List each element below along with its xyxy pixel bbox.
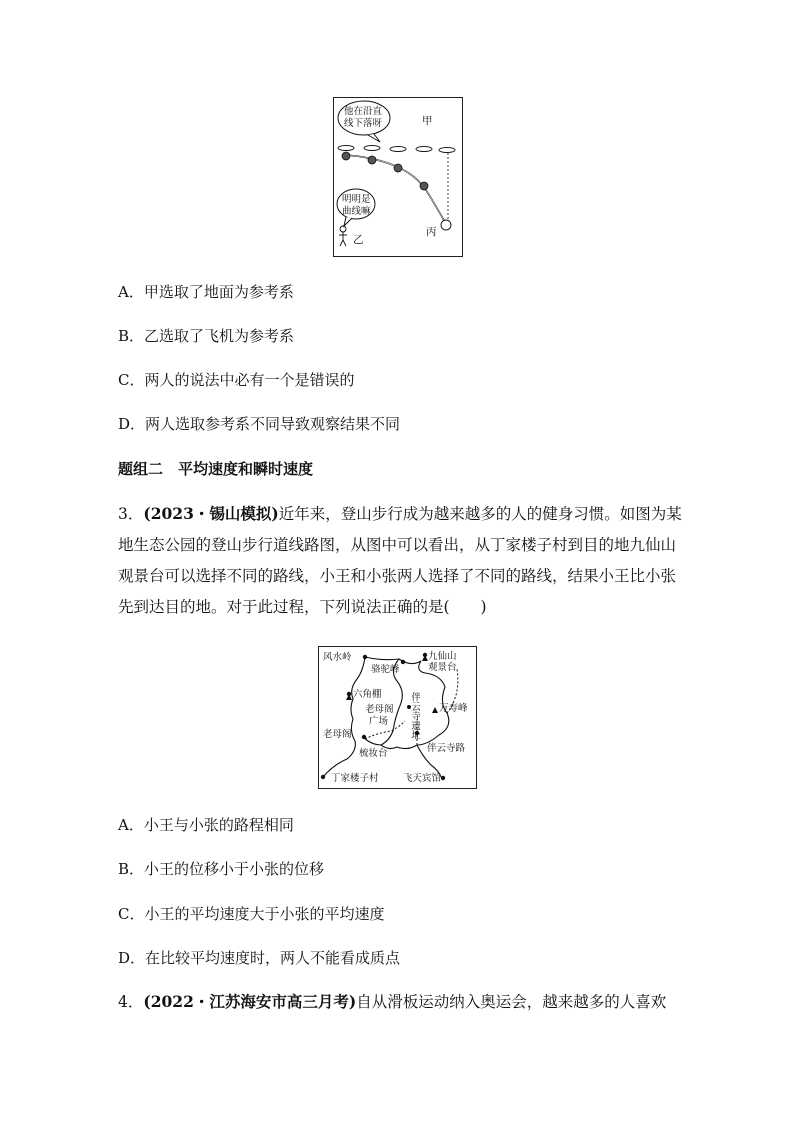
q3-number: 3． [118, 505, 144, 523]
bubble-top-text-line2: 线下落呀 [344, 118, 383, 129]
map-label-banyunsilu: 伴云寺路 [427, 743, 466, 754]
label-jia: 甲 [422, 115, 433, 127]
bubble-bottom-text-line2: 曲线嘛 [342, 206, 371, 217]
map-label-wanshoufeng: 万寿峰 [439, 703, 468, 714]
bubble-bottom-text-line1: 明明是 [342, 194, 371, 205]
q3-stem [118, 498, 683, 623]
q4-text: 自从滑板运动纳入奥运会，越来越多的人喜欢 [356, 993, 667, 1011]
q2-option-b: B．乙选取了飞机为参考系 [118, 327, 295, 345]
map-label-laomuge: 老母阁 [323, 729, 352, 740]
q2-option-a: A．甲选取了地面为参考系 [118, 283, 294, 301]
bubble-top-text-line1: 他在沿直 [344, 106, 383, 117]
map-label-jiuxianshan-line2: 观景台 [428, 662, 457, 673]
map-label-liujiaopeng: 六角棚 [353, 689, 382, 700]
figure-airplane-drop [333, 97, 463, 257]
map-label-laomuge-guangchang-line1: 老母阁 [365, 704, 394, 715]
label-bing: 丙 [426, 226, 437, 238]
q4-stem [118, 986, 683, 1018]
map-label-fengshuiling: 风水岭 [323, 652, 352, 663]
q3-text: 近年来，登山步行成为越来越多的人的健身习惯。如图为某地生态公园的登山步行道线路图，从图中可以看出，从丁家楼子村到目的地九仙山观景台可以选择不同的路线，小王和小张两人选择了不同的路线，结果小王比小张先到达目的地。对于此过程，下列说法正确的是( ) [118, 505, 682, 616]
q3-option-b: B．小王的位移小于小张的位移 [118, 860, 325, 878]
q4-number: 4． [118, 993, 144, 1011]
map-label-shuzhuangtai: 梳妆台 [359, 748, 388, 759]
q3-option-d: D．在比较平均速度时，两人不能看成质点 [118, 949, 401, 967]
q3-option-a: A．小王与小张的路程相同 [118, 816, 294, 834]
map-label-jiuxianshan-line1: 九仙山 [428, 651, 457, 662]
figure-hiking-map [318, 646, 477, 789]
q3-option-c: C．小王的平均速度大于小张的平均速度 [118, 905, 385, 923]
section-heading: 题组二 平均速度和瞬时速度 [118, 460, 314, 478]
q3-source: (2023・锡山模拟) [143, 504, 279, 523]
q2-option-c: C．两人的说法中必有一个是错误的 [118, 371, 355, 389]
map-label-feitianbinguan: 飞天宾馆 [403, 773, 442, 784]
label-yi: 乙 [353, 234, 364, 246]
q2-option-d: D．两人选取参考系不同导致观察结果不同 [118, 415, 401, 433]
map-label-laomuge-guangchang-line2: 广场 [369, 716, 389, 727]
q4-source: (2022・江苏海安市高三月考) [143, 992, 357, 1011]
map-label-banyunsi-yizhi: 伴云寺遗址 [409, 692, 420, 740]
map-label-dingjialouzicun: 丁家楼子村 [331, 773, 379, 784]
map-label-luotuofeng: 骆驼峰 [371, 664, 400, 675]
